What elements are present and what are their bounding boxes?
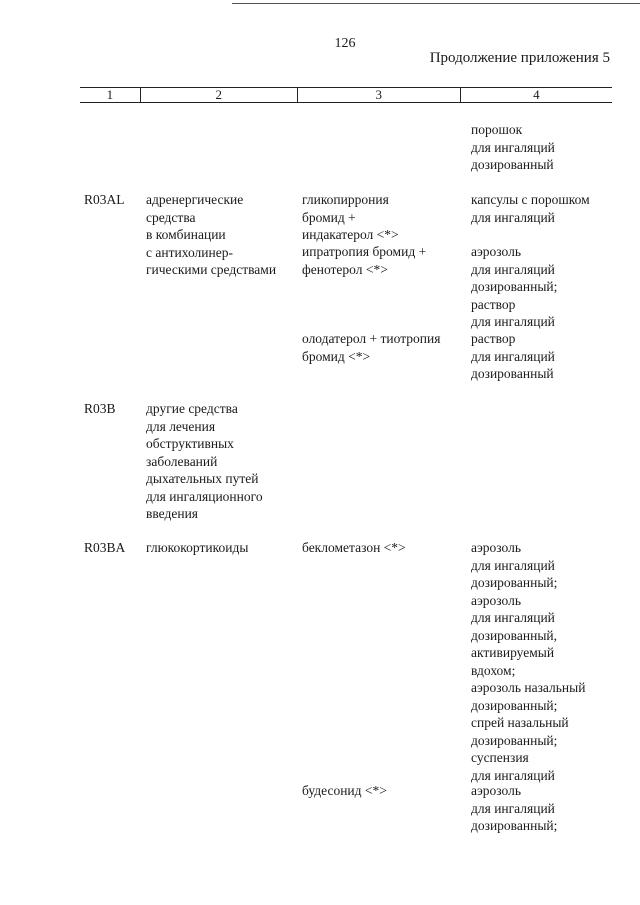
- drug-name-cell: будесонид <*>: [302, 783, 387, 798]
- column-header-4: 4: [460, 88, 612, 102]
- dosage-form-cell: аэрозоль для ингаляций дозированный;: [471, 783, 558, 833]
- atc-code-cell: R03BA: [84, 540, 126, 555]
- atc-code-cell: R03AL: [84, 192, 125, 207]
- atc-code-cell: R03B: [84, 401, 116, 416]
- page-number: 126: [334, 36, 356, 51]
- dosage-form-cell: капсулы с порошком для ингаляций: [471, 192, 590, 225]
- group-name-cell: адренергические средства в комбинации с антихолинер- гическими средствами: [146, 192, 277, 277]
- column-header-3: 3: [297, 88, 460, 102]
- table-header-row: [80, 87, 612, 103]
- group-name-cell: глюкокортикоиды: [146, 540, 249, 555]
- column-header-2: 2: [140, 88, 297, 102]
- column-header-1: 1: [106, 87, 114, 102]
- drug-name-cell: олодатерол + тиотропия бромид <*>: [302, 331, 441, 364]
- dosage-form-cell: аэрозоль для ингаляций дозированный; раствор для ингаляций: [471, 244, 558, 329]
- drug-name-cell: гликопиррония бромид + индакатерол <*>: [302, 192, 399, 242]
- dosage-form-cell: порошок для ингаляций дозированный: [471, 122, 555, 172]
- dosage-form-cell: аэрозоль для ингаляций дозированный; аэрозоль для ингаляций дозированный, активируемый вдохом; аэрозоль назальный дозированный; спрей назальный дозированный; суспензия для ингаляций: [471, 540, 586, 783]
- top-rule: [232, 3, 640, 4]
- dosage-form-cell: раствор для ингаляций дозированный: [471, 331, 555, 381]
- group-name-cell: другие средства для лечения обструктивных заболеваний дыхательных путей для ингаляционного введения: [146, 401, 263, 521]
- continuation-heading: Продолжение приложения 5: [429, 50, 610, 66]
- drug-name-cell: ипратропия бромид + фенотерол <*>: [302, 244, 427, 277]
- drug-name-cell: беклометазон <*>: [302, 540, 406, 555]
